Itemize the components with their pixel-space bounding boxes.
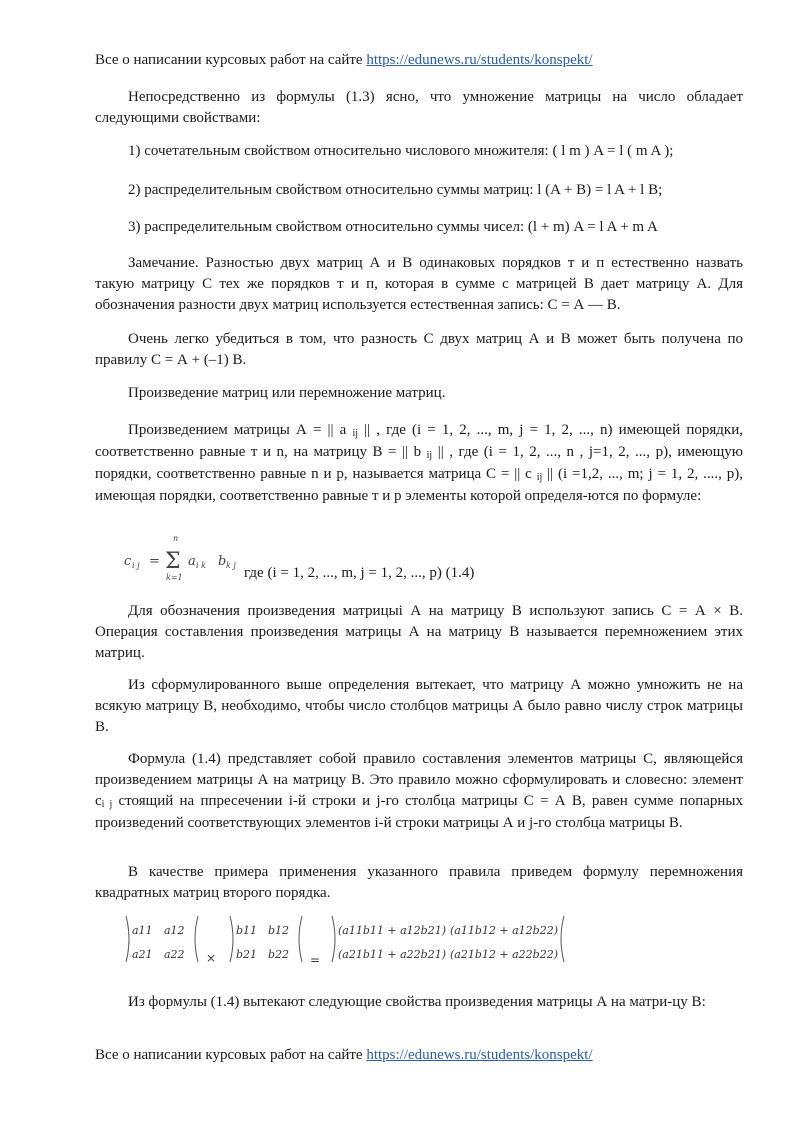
sum-formula [122,530,252,584]
times-sign: × [206,951,217,965]
formula-b: b [218,554,227,569]
matrix-product-formula [122,912,572,972]
paragraph-12: В качестве примера применения указанного правила приведем формулу перемножения квадратных матриц второго порядка. [95,864,743,901]
footer-link[interactable]: https://edunews.ru/students/konspekt/ [366,1047,593,1063]
matrix-b-cell: b12 [268,924,290,937]
matrix-a-cell: a22 [164,948,185,961]
matrix-b-right-paren [299,916,302,962]
sum-bottom: k=1 [166,573,183,582]
paragraph-1: Непосредственно из формулы (1.3) ясно, что умножение матрицы на число обладает следующими свойствами: [95,89,743,126]
paragraph-10: Из сформулированного выше определения вытекает, что матрицу А можно умножить не на всякую матрицу В, необходимо, чтобы число столбцов матрицы А было равно числу строк матрицы В. [95,677,743,735]
paragraph-3: 2) распределительным свойством относительно суммы матриц: l (A + B) = l A + l B; [128,182,663,198]
header-link[interactable]: https://edunews.ru/students/konspekt/ [366,52,593,68]
paragraph-13: Из формулы (1.4) вытекают следующие свойства произведения матрицы А на матри-цу В: [128,994,706,1010]
matrix-a-right-paren [195,916,198,962]
matrix-c-cell: (a21b11 + a22b21) [338,948,446,961]
paragraph-11: Формула (1.4) представляет собой правило составления элементов матрицы С, являющейся произведением матрицы А на матрицу В. Это правило можно сформулировать и словесно: элемент ci j стоящий на ппресечении i-й строки и j-го столбца матрицы С = А В, равен сумме попарных произведений соответствующих элементов i-й строки матрицы А и j-го столбца матрицы В. [95,751,744,831]
formula-a-sub: i k [196,561,206,570]
matrix-c-cell: (a11b12 + a12b22) [450,924,558,937]
paragraph-4: 3) распределительным свойством относительно суммы чисел: (l + m) A = l A + m A [128,219,658,235]
equals-sign: = [310,953,321,967]
matrix-a-cell: a11 [132,924,153,937]
matrix-b-left-paren [230,916,233,962]
paragraph-8: Произведением матрицы А = || a ij || , где (i = 1, 2, ..., m, j = 1, 2, ..., n) имеющей порядки, соответственно равные т и n, на матрицу В = || b ij || , где (i = 1, 2, ..., n , j=1, 2, ..., p), имеющую порядки, соответственно равные n и р, называется матрица С = || с ij || (i =1,2, ..., m; j = 1, 2, ...., p), имеющая порядки, соответственно равные т и р элементы которой определя-ются по формуле: [95,422,743,504]
sum-top: n [173,534,179,543]
paragraph-5: Замечание. Разностью двух матриц А и В одинаковых порядков т и п естественно назвать такую матрицу С тех же порядков т и п, которая в сумме с матрицей В дает матрицу А. Для обозначения разности двух матриц используется естественная запись: С = А — В. [95,255,743,313]
paragraph-2: 1) сочетательным свойством относительно числового множителя: ( l m ) A = l ( m A ); [128,143,674,159]
formula-a: a [188,554,196,569]
matrix-a-left-paren [126,916,129,962]
matrix-c-right-paren [561,916,564,962]
paragraph-6: Очень легко убедиться в том, что разность С двух матриц А и В может быть получена по правилу С = А + (–1) В. [95,331,743,368]
formula-lhs-sub: i j [132,561,140,570]
formula-condition: где (i = 1, 2, ..., m, j = 1, 2, ..., p) (1.4) [244,565,475,581]
paragraph-7: Произведение матриц или перемножение матриц. [128,385,446,401]
paragraph-9: Для обозначения произведения матрицыi А на матрицу В используют запись С = А × В. Операция составления произведения матрицы А на матрицу В называется перемножением этих матриц. [95,603,743,661]
footer-text: Все о написании курсовых работ на сайте [95,1047,367,1063]
formula-b-sub: k j [226,561,236,570]
formula-lhs: c [124,554,132,569]
header-text: Все о написании курсовых работ на сайте [95,52,367,68]
sigma-symbol: Σ [165,549,181,574]
matrix-c-cell: (a21b12 + a22b22) [450,948,558,961]
matrix-a-cell: a21 [132,948,153,961]
formula-eq: = [149,554,160,569]
footer-line [95,1045,745,1066]
matrix-b-cell: b21 [236,948,258,961]
header-line [95,50,745,71]
matrix-b-cell: b22 [268,948,290,961]
matrix-a-cell: a12 [164,924,185,937]
matrix-c-cell: (a11b11 + a12b21) [338,924,446,937]
matrix-c-left-paren [332,916,335,962]
matrix-b-cell: b11 [236,924,258,937]
